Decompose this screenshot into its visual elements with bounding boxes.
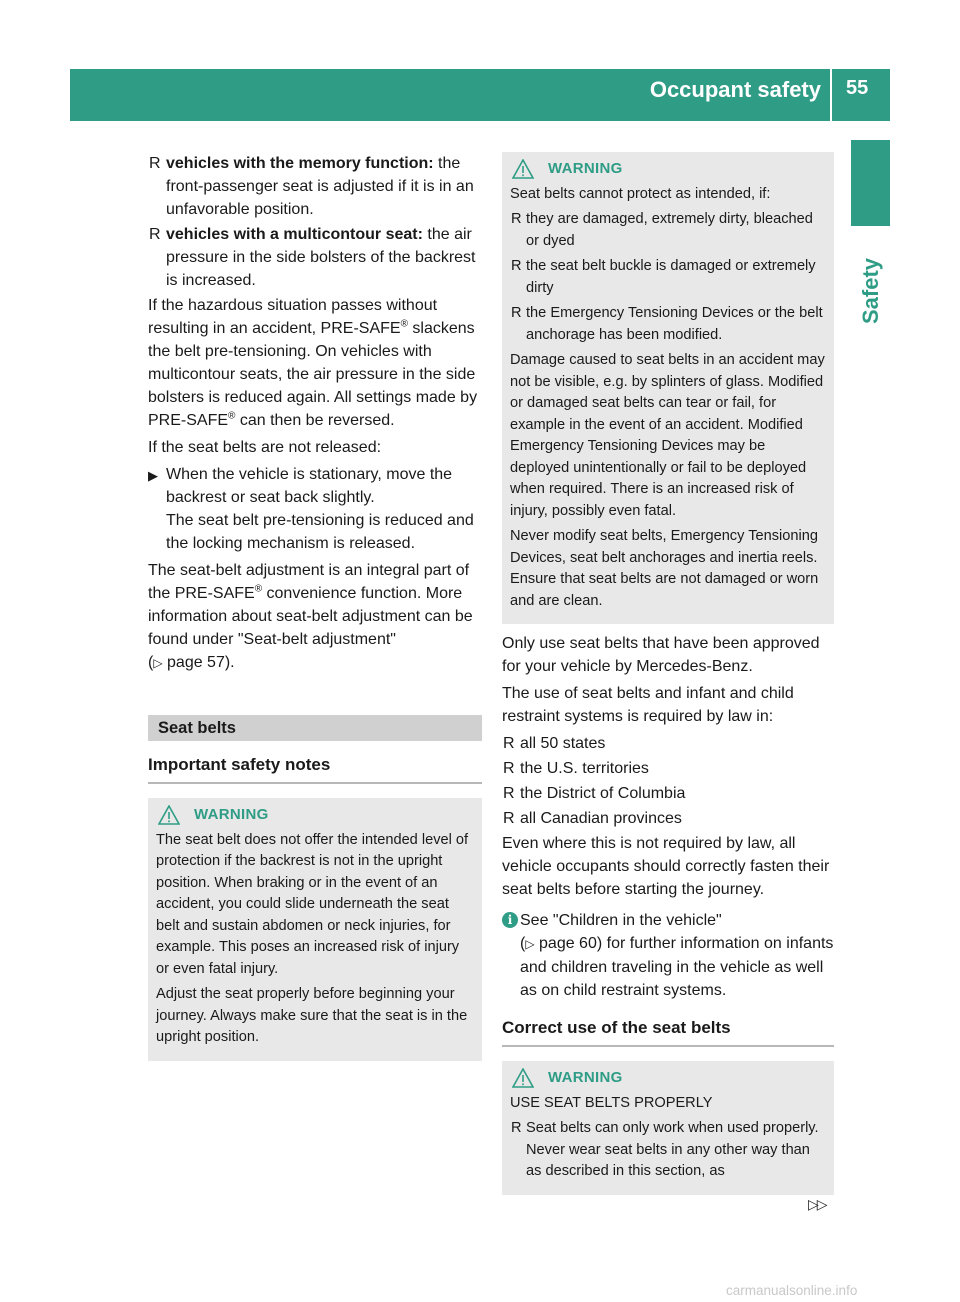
paragraph-approved: Only use seat belts that have been approved for your vehicle by Mercedes-Benz. (502, 635, 820, 675)
side-tab-label: Safety (857, 257, 883, 325)
list-item: R the District of Columbia (503, 785, 686, 802)
page-reference[interactable]: page 60) for further information on infants and children traveling in the vehicle as well as on child restraint systems. (520, 935, 834, 999)
paragraph-not-released: If the seat belts are not released: (148, 439, 382, 456)
continue-arrow-icon: ▷▷ (808, 1196, 826, 1212)
list-item: R Seat belts can only work when used properly. Never wear seat belts in any other way than as described in this section, as (511, 1120, 819, 1179)
page-reference[interactable]: page 57). (167, 654, 235, 671)
action-arrow-icon: ▶ (148, 468, 158, 483)
list-item: R they are damaged, extremely dirty, bleached or dyed (511, 211, 813, 249)
warning-text: Never modify seat belts, Emergency Tensioning Devices, seat belt anchorages and inertia reels. Ensure that seat belts are not damaged or worn and are clean. (510, 528, 819, 609)
warning-title: WARNING (548, 160, 623, 177)
warning-title: WARNING (548, 1069, 623, 1086)
warning-text: Seat belts cannot protect as intended, if: (510, 185, 771, 202)
left-column (148, 152, 482, 1061)
warning-text: Adjust the seat properly before beginning your journey. Always make sure that the seat is in the upright position. (156, 986, 468, 1045)
warning-text: The seat belt does not offer the intended level of protection if the backrest is not in the upright position. When braking or in the event of an accident, you could slide underneath the seat belt and sustain abdomen or neck injuries, for example. This poses an increased risk of injury or even fatal injury. (156, 831, 469, 977)
subheading: Important safety notes (148, 753, 482, 784)
header-divider (830, 69, 832, 121)
warning-triangle-icon (512, 159, 534, 179)
page-ref-triangle-icon: ▷ (153, 656, 163, 670)
paragraph-hazard: If the hazardous situation passes without resulting in an accident, PRE-SAFE® slackens the belt pre-tensioning. On vehicles with multicontour seats, the air pressure in the side bolsters is reduced again. All settings made by PRE-SAFE® can then be reversed. (148, 297, 478, 429)
page-ref-triangle-icon: ▷ (525, 937, 535, 951)
header-bar (70, 69, 890, 121)
warning-triangle-icon (512, 1068, 534, 1088)
list-item: R vehicles with the memory function: the front-passenger seat is adjusted if it is in an unfavorable position. (149, 155, 474, 218)
page-number: 55 (846, 77, 869, 99)
warning-title: WARNING (194, 806, 269, 823)
right-column (502, 152, 834, 1195)
action-step: ▶ When the vehicle is stationary, move the backrest or seat back slightly. The seat belt pre-tensioning is reduced and the locking mechanism is released. (148, 466, 474, 552)
paragraph-integral: The seat-belt adjustment is an integral part of the PRE-SAFE® convenience function. More information about seat-belt adjustment can be found under "Seat-belt adjustment" (▷ page 57). (148, 562, 473, 671)
warning-triangle-icon (158, 805, 180, 825)
paragraph-law: The use of seat belts and infant and child restraint systems is required by law in: (502, 685, 794, 725)
list-item: R the seat belt buckle is damaged or extremely dirty (511, 258, 816, 296)
subheading: Correct use of the seat belts (502, 1016, 834, 1047)
list-item: R all 50 states (503, 735, 606, 752)
section-title: Seat belts (148, 715, 482, 741)
warning-box (148, 798, 482, 1061)
warning-box (502, 152, 834, 624)
watermark: carmanualsonline.info (726, 1283, 858, 1298)
warning-text: Damage caused to seat belts in an accident may not be visible, e.g. by splinters of glass. Modified or damaged seat belts can tear or fail, for example in the event of an accident. Modified Emergency Tensioning Devices may be deployed unintentionally or fail to be deployed when required. There is an increased risk of injury, possibly even fatal. (510, 352, 825, 519)
warning-box (502, 1061, 834, 1195)
info-icon: i (502, 912, 518, 928)
page-title: Occupant safety (649, 77, 821, 102)
warning-text: USE SEAT BELTS PROPERLY (510, 1094, 713, 1111)
side-tab-marker (851, 140, 890, 226)
info-note: i See "Children in the vehicle" (▷ page 60) for further information on infants and children traveling in the vehicle as well as on child restraint systems. (502, 909, 834, 1002)
list-item: R all Canadian provinces (503, 810, 682, 827)
list-item: R vehicles with a multicontour seat: the air pressure in the side bolsters of the backrest is increased. (149, 226, 476, 289)
list-item: R the U.S. territories (503, 760, 649, 777)
list-item: R the Emergency Tensioning Devices or the belt anchorage has been modified. (511, 305, 823, 343)
paragraph-even-where: Even where this is not required by law, all vehicle occupants should correctly fasten their seat belts before starting the journey. (502, 835, 830, 898)
